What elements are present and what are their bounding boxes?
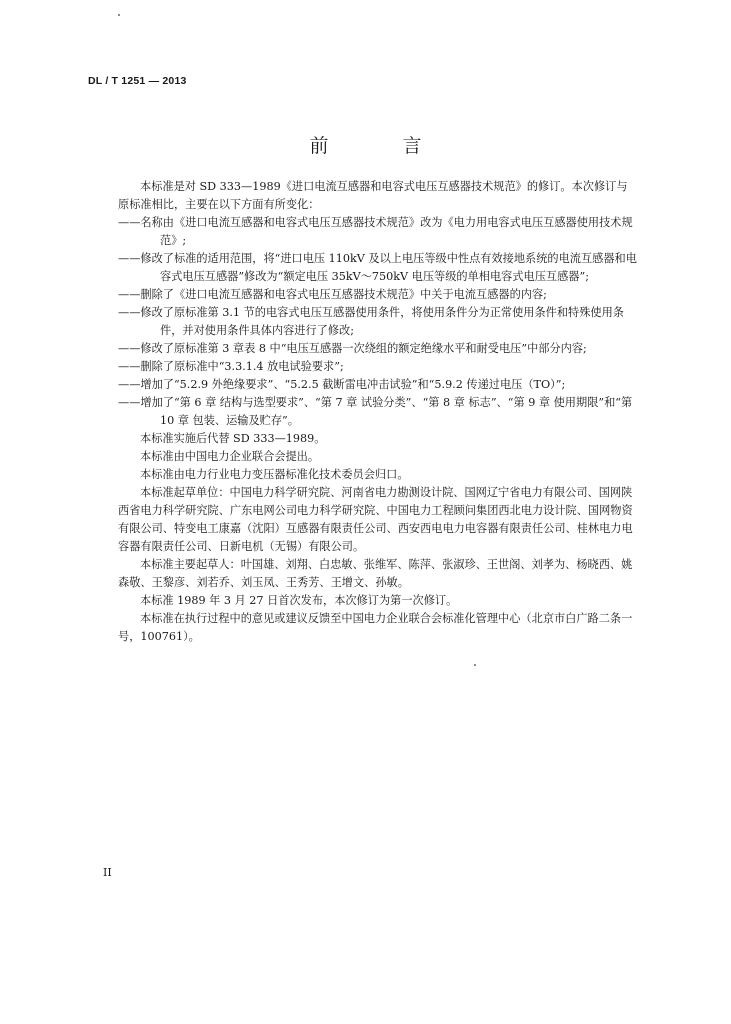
standard-code: DL / T 1251 — 2013 bbox=[88, 75, 187, 87]
drafters-paragraph: 本标准主要起草人：叶国雄、刘翔、白忠敏、张维军、陈萍、张淑珍、王世阁、刘孝为、杨晓西、姚森敬、王黎彦、刘若乔、刘玉凤、王秀芳、王增文、孙敏。 bbox=[118, 558, 633, 589]
committee-paragraph: 本标准由电力行业电力变压器标准化技术委员会归口。 bbox=[140, 468, 409, 481]
change-item: ——修改了标准的适用范围，将“进口电压 110kV 及以上电压等级中性点有效接地系统的电流互感器和电容式电压互感器”修改为“额定电压 35kV～750kV 电压等级的单相电容式电压互感器”; bbox=[118, 252, 637, 283]
scan-speck bbox=[474, 664, 476, 666]
change-item: ——删除了原标准中“3.3.1.4 放电试验要求”; bbox=[118, 360, 344, 373]
change-item: ——名称由《进口电流互感器和电容式电压互感器技术规范》改为《电力用电容式电压互感器使用技术规范》; bbox=[118, 216, 633, 247]
change-list bbox=[118, 214, 638, 430]
document-body bbox=[118, 178, 638, 646]
proposer-paragraph: 本标准由中国电力企业联合会提出。 bbox=[140, 450, 320, 463]
change-item: ——修改了原标准第 3.1 节的电容式电压互感器使用条件，将使用条件分为正常使用条件和特殊使用条件，并对使用条件具体内容进行了修改; bbox=[118, 306, 624, 337]
feedback-paragraph: 本标准在执行过程中的意见或建议反馈至中国电力企业联合会标准化管理中心（北京市白广路二条一号，100761）。 bbox=[118, 612, 633, 643]
scan-speck bbox=[118, 14, 120, 16]
change-item: ——修改了原标准第 3 章表 8 中“电压互感器一次绕组的额定绝缘水平和耐受电压”中部分内容; bbox=[118, 342, 587, 355]
change-item: ——增加了“第 6 章 结构与选型要求”、“第 7 章 试验分类”、“第 8 章 标志”、“第 9 章 使用期限”和“第 10 章 包装、运输及贮存”。 bbox=[118, 396, 633, 427]
change-item: ——增加了“5.2.9 外绝缘要求”、“5.2.5 截断雷电冲击试验”和“5.9.2 传递过电压（TO）”; bbox=[118, 378, 566, 391]
intro-paragraph: 本标准是对 SD 333—1989《进口电流互感器和电容式电压互感器技术规范》的修订。本次修订与原标准相比，主要在以下方面有所变化： bbox=[118, 180, 628, 211]
page-title: 前 言 bbox=[309, 135, 456, 157]
drafting-units-paragraph: 本标准起草单位：中国电力科学研究院、河南省电力勘测设计院、国网辽宁省电力有限公司、国网陕西省电力科学研究院、广东电网公司电力科学研究院、中国电力工程顾问集团西北电力设计院、国网物资有限公司、特变电工康嘉（沈阳）互感器有限责任公司、西安西电电力电容器有限责任公司、桂林电力电容器有限责任公司、日新电机（无锡）有限公司。 bbox=[118, 486, 633, 553]
replacement-paragraph: 本标准实施后代替 SD 333—1989。 bbox=[140, 432, 326, 445]
change-item: ——删除了《进口电流互感器和电容式电压互感器技术规范》中关于电流互感器的内容; bbox=[118, 288, 547, 301]
page-number: II bbox=[103, 866, 112, 879]
release-paragraph: 本标准 1989 年 3 月 27 日首次发布，本次修订为第一次修订。 bbox=[140, 594, 458, 607]
